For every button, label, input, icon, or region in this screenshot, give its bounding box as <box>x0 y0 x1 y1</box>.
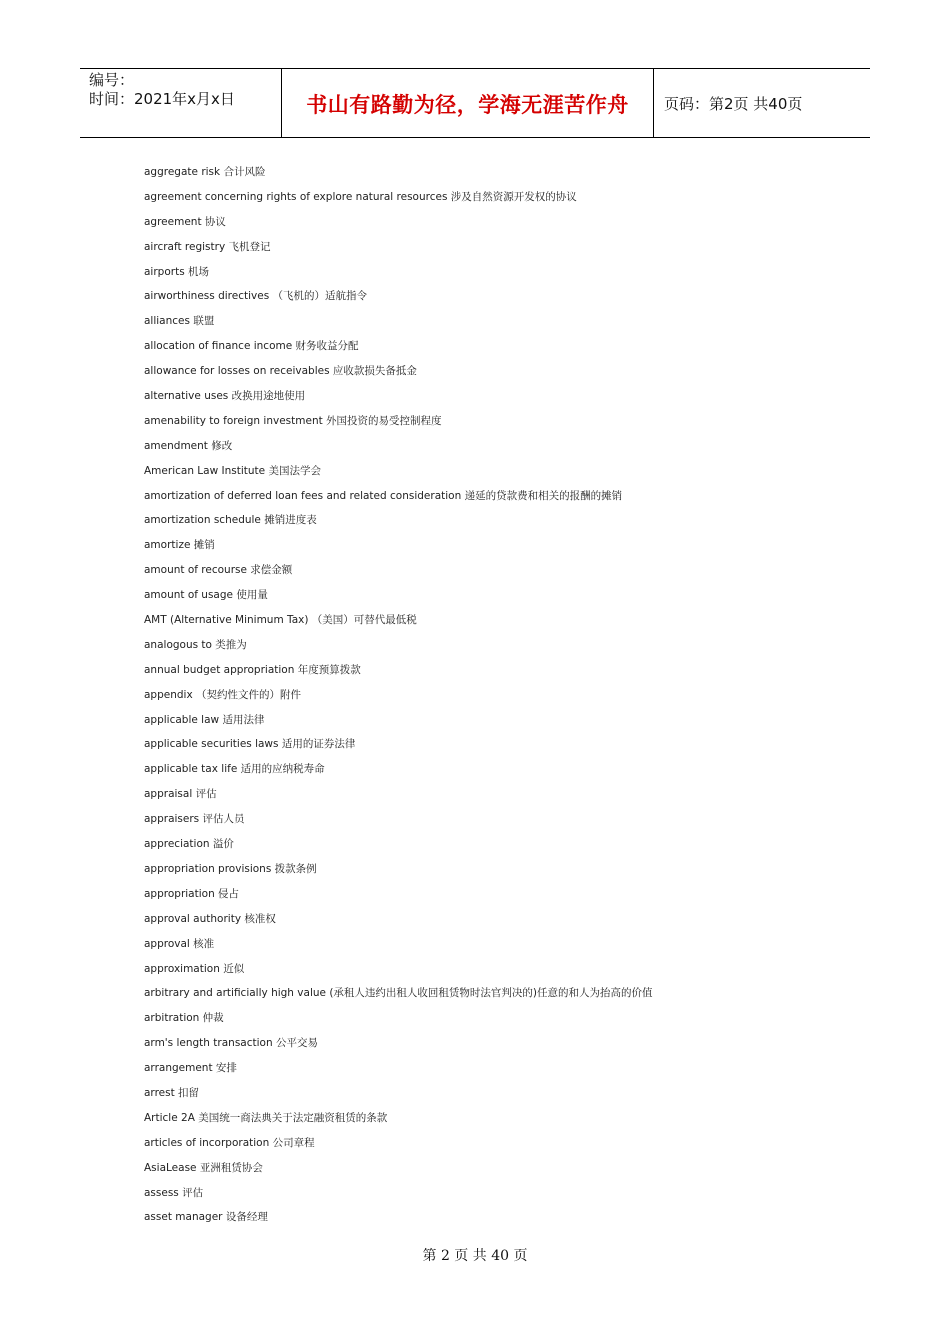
glossary-entry: aggregate risk 合计风险 <box>144 166 266 178</box>
glossary-entry: agreement concerning rights of explore natural resources 涉及自然资源开发权的协议 <box>144 190 577 203</box>
document-number-label: 编号： <box>89 71 135 89</box>
glossary-entry: allowance for losses on receivables 应收款损失备抵金 <box>144 365 417 378</box>
glossary-list <box>144 160 844 1230</box>
glossary-entry: annual budget appropriation 年度预算拨款 <box>144 663 361 676</box>
glossary-entry: applicable tax life 适用的应纳税寿命 <box>144 763 325 776</box>
glossary-entry: American Law Institute 美国法学会 <box>144 464 321 477</box>
glossary-entry: airports 机场 <box>144 265 209 278</box>
glossary-entry: AMT (Alternative Minimum Tax) （美国）可替代最低税 <box>144 614 417 627</box>
glossary-entry: appreciation 溢价 <box>144 838 234 851</box>
motto-text: 书山有路勤为径，学海无涯苦作舟 <box>306 93 629 117</box>
glossary-entry: arm's length transaction 公平交易 <box>144 1037 318 1050</box>
glossary-entry: alternative uses 改换用途地使用 <box>144 390 306 403</box>
glossary-entry: applicable securities laws 适用的证券法律 <box>144 738 356 751</box>
glossary-entry: articles of incorporation 公司章程 <box>144 1136 315 1149</box>
glossary-entry: appraisers 评估人员 <box>144 813 245 826</box>
glossary-entry: appropriation 侵占 <box>144 887 240 900</box>
document-date-label: 时间：2021年x月x日 <box>89 90 235 108</box>
glossary-entry: allocation of finance income 财务收益分配 <box>144 340 359 353</box>
glossary-entry: applicable law 适用法律 <box>144 713 265 726</box>
glossary-entry: appendix （契约性文件的）附件 <box>144 688 302 701</box>
glossary-entry: Article 2A 美国统一商法典关于法定融资租赁的条款 <box>144 1111 388 1124</box>
glossary-entry: amount of recourse 求偿金额 <box>144 564 293 577</box>
glossary-entry: arbitrary and artificially high value (承租人违约出租人收回租赁物时法官判决的)任意的和人为抬高的价值 <box>144 987 653 1000</box>
page-footer <box>0 1245 950 1265</box>
glossary-entry: amenability to foreign investment 外国投资的易受控制程度 <box>144 414 442 427</box>
glossary-entry: approximation 近似 <box>144 962 245 975</box>
glossary-entry: alliances 联盟 <box>144 315 215 328</box>
glossary-entry: approval 核准 <box>144 937 215 950</box>
glossary-entry: amount of usage 使用量 <box>144 589 268 602</box>
header-meta-cell <box>80 69 281 137</box>
glossary-entry: arbitration 仲裁 <box>144 1012 224 1025</box>
glossary-entry: asset manager 设备经理 <box>144 1211 268 1224</box>
glossary-entry: approval authority 核准权 <box>144 912 276 925</box>
glossary-entry: airworthiness directives （飞机的）适航指令 <box>144 290 367 303</box>
footer-page-number: 第 2 页 共 40 页 <box>422 1248 528 1264</box>
glossary-entry: agreement 协议 <box>144 215 226 228</box>
glossary-entry: amendment 修改 <box>144 439 233 452</box>
glossary-entry: AsiaLease 亚洲租赁协会 <box>144 1161 263 1174</box>
header-page-info: 页码：第2页 共40页 <box>664 94 803 113</box>
page-header <box>80 68 870 138</box>
glossary-entry: aircraft registry 飞机登记 <box>144 240 271 253</box>
glossary-entry: arrest 扣留 <box>144 1086 200 1099</box>
glossary-entry: arrangement 安排 <box>144 1062 237 1075</box>
glossary-entry: appropriation provisions 拨款条例 <box>144 862 317 875</box>
glossary-entry: amortization of deferred loan fees and related consideration 递延的贷款费和相关的报酬的摊销 <box>144 489 623 502</box>
glossary-entry: amortize 摊销 <box>144 539 215 552</box>
glossary-entry: analogous to 类推为 <box>144 638 247 651</box>
glossary-entry: assess 评估 <box>144 1186 204 1199</box>
header-page-cell <box>654 69 870 137</box>
glossary-entry: appraisal 评估 <box>144 788 217 801</box>
header-motto-cell <box>281 69 654 137</box>
glossary-entry: amortization schedule 摊销进度表 <box>144 514 317 527</box>
